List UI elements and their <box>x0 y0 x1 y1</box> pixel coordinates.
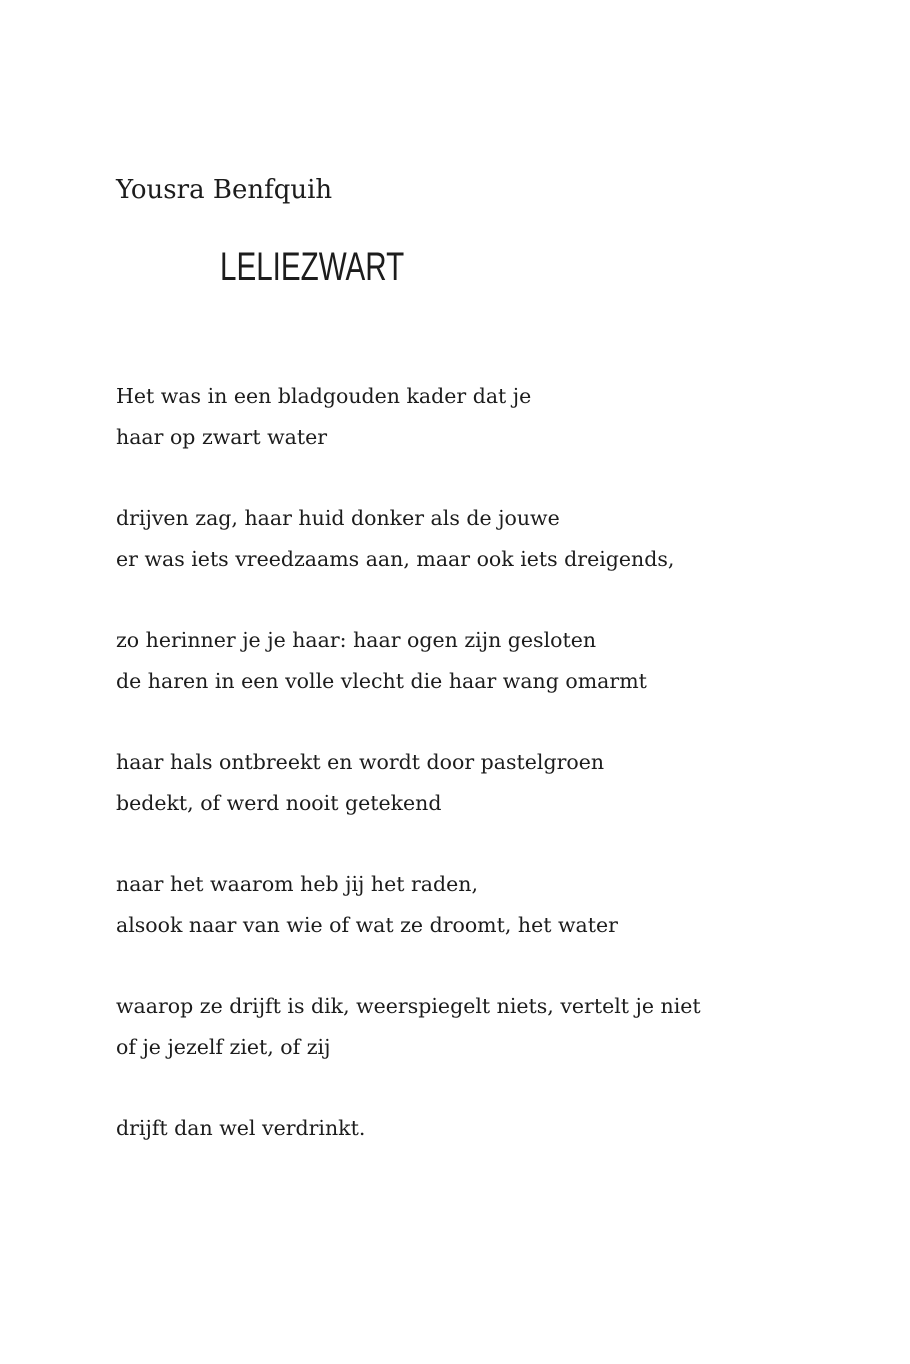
poem-line: alsook naar van wie of wat ze droomt, het water <box>116 913 618 937</box>
stanza <box>116 742 816 824</box>
poem-line: Het was in een bladgouden kader dat je <box>116 384 532 408</box>
poem-body <box>116 376 816 1189</box>
poem-line: haar hals ontbreekt en wordt door pastelgroen <box>116 750 605 774</box>
poem-line: haar op zwart water <box>116 425 328 449</box>
poem-line: naar het waarom heb jij het raden, <box>116 872 478 896</box>
author-name: Yousra Benfquih <box>116 175 333 205</box>
poem-line: er was iets vreedzaams aan, maar ook iets dreigends, <box>116 547 675 571</box>
poem-title: LELIEZWART <box>220 245 405 289</box>
stanza <box>116 498 816 580</box>
stanza <box>116 864 816 946</box>
poem-line: of je jezelf ziet, of zij <box>116 1035 331 1059</box>
stanza <box>116 620 816 702</box>
stanza <box>116 376 816 458</box>
poem-line: drijven zag, haar huid donker als de jouwe <box>116 506 560 530</box>
poem-line: waarop ze drijft is dik, weerspiegelt niets, vertelt je niet <box>116 994 701 1018</box>
stanza <box>116 986 816 1068</box>
poem-line: bedekt, of werd nooit getekend <box>116 791 442 815</box>
poem-line: drijft dan wel verdrinkt. <box>116 1116 366 1140</box>
stanza <box>116 1108 816 1149</box>
poem-line: zo herinner je je haar: haar ogen zijn gesloten <box>116 628 597 652</box>
poem-line: de haren in een volle vlecht die haar wang omarmt <box>116 669 647 693</box>
